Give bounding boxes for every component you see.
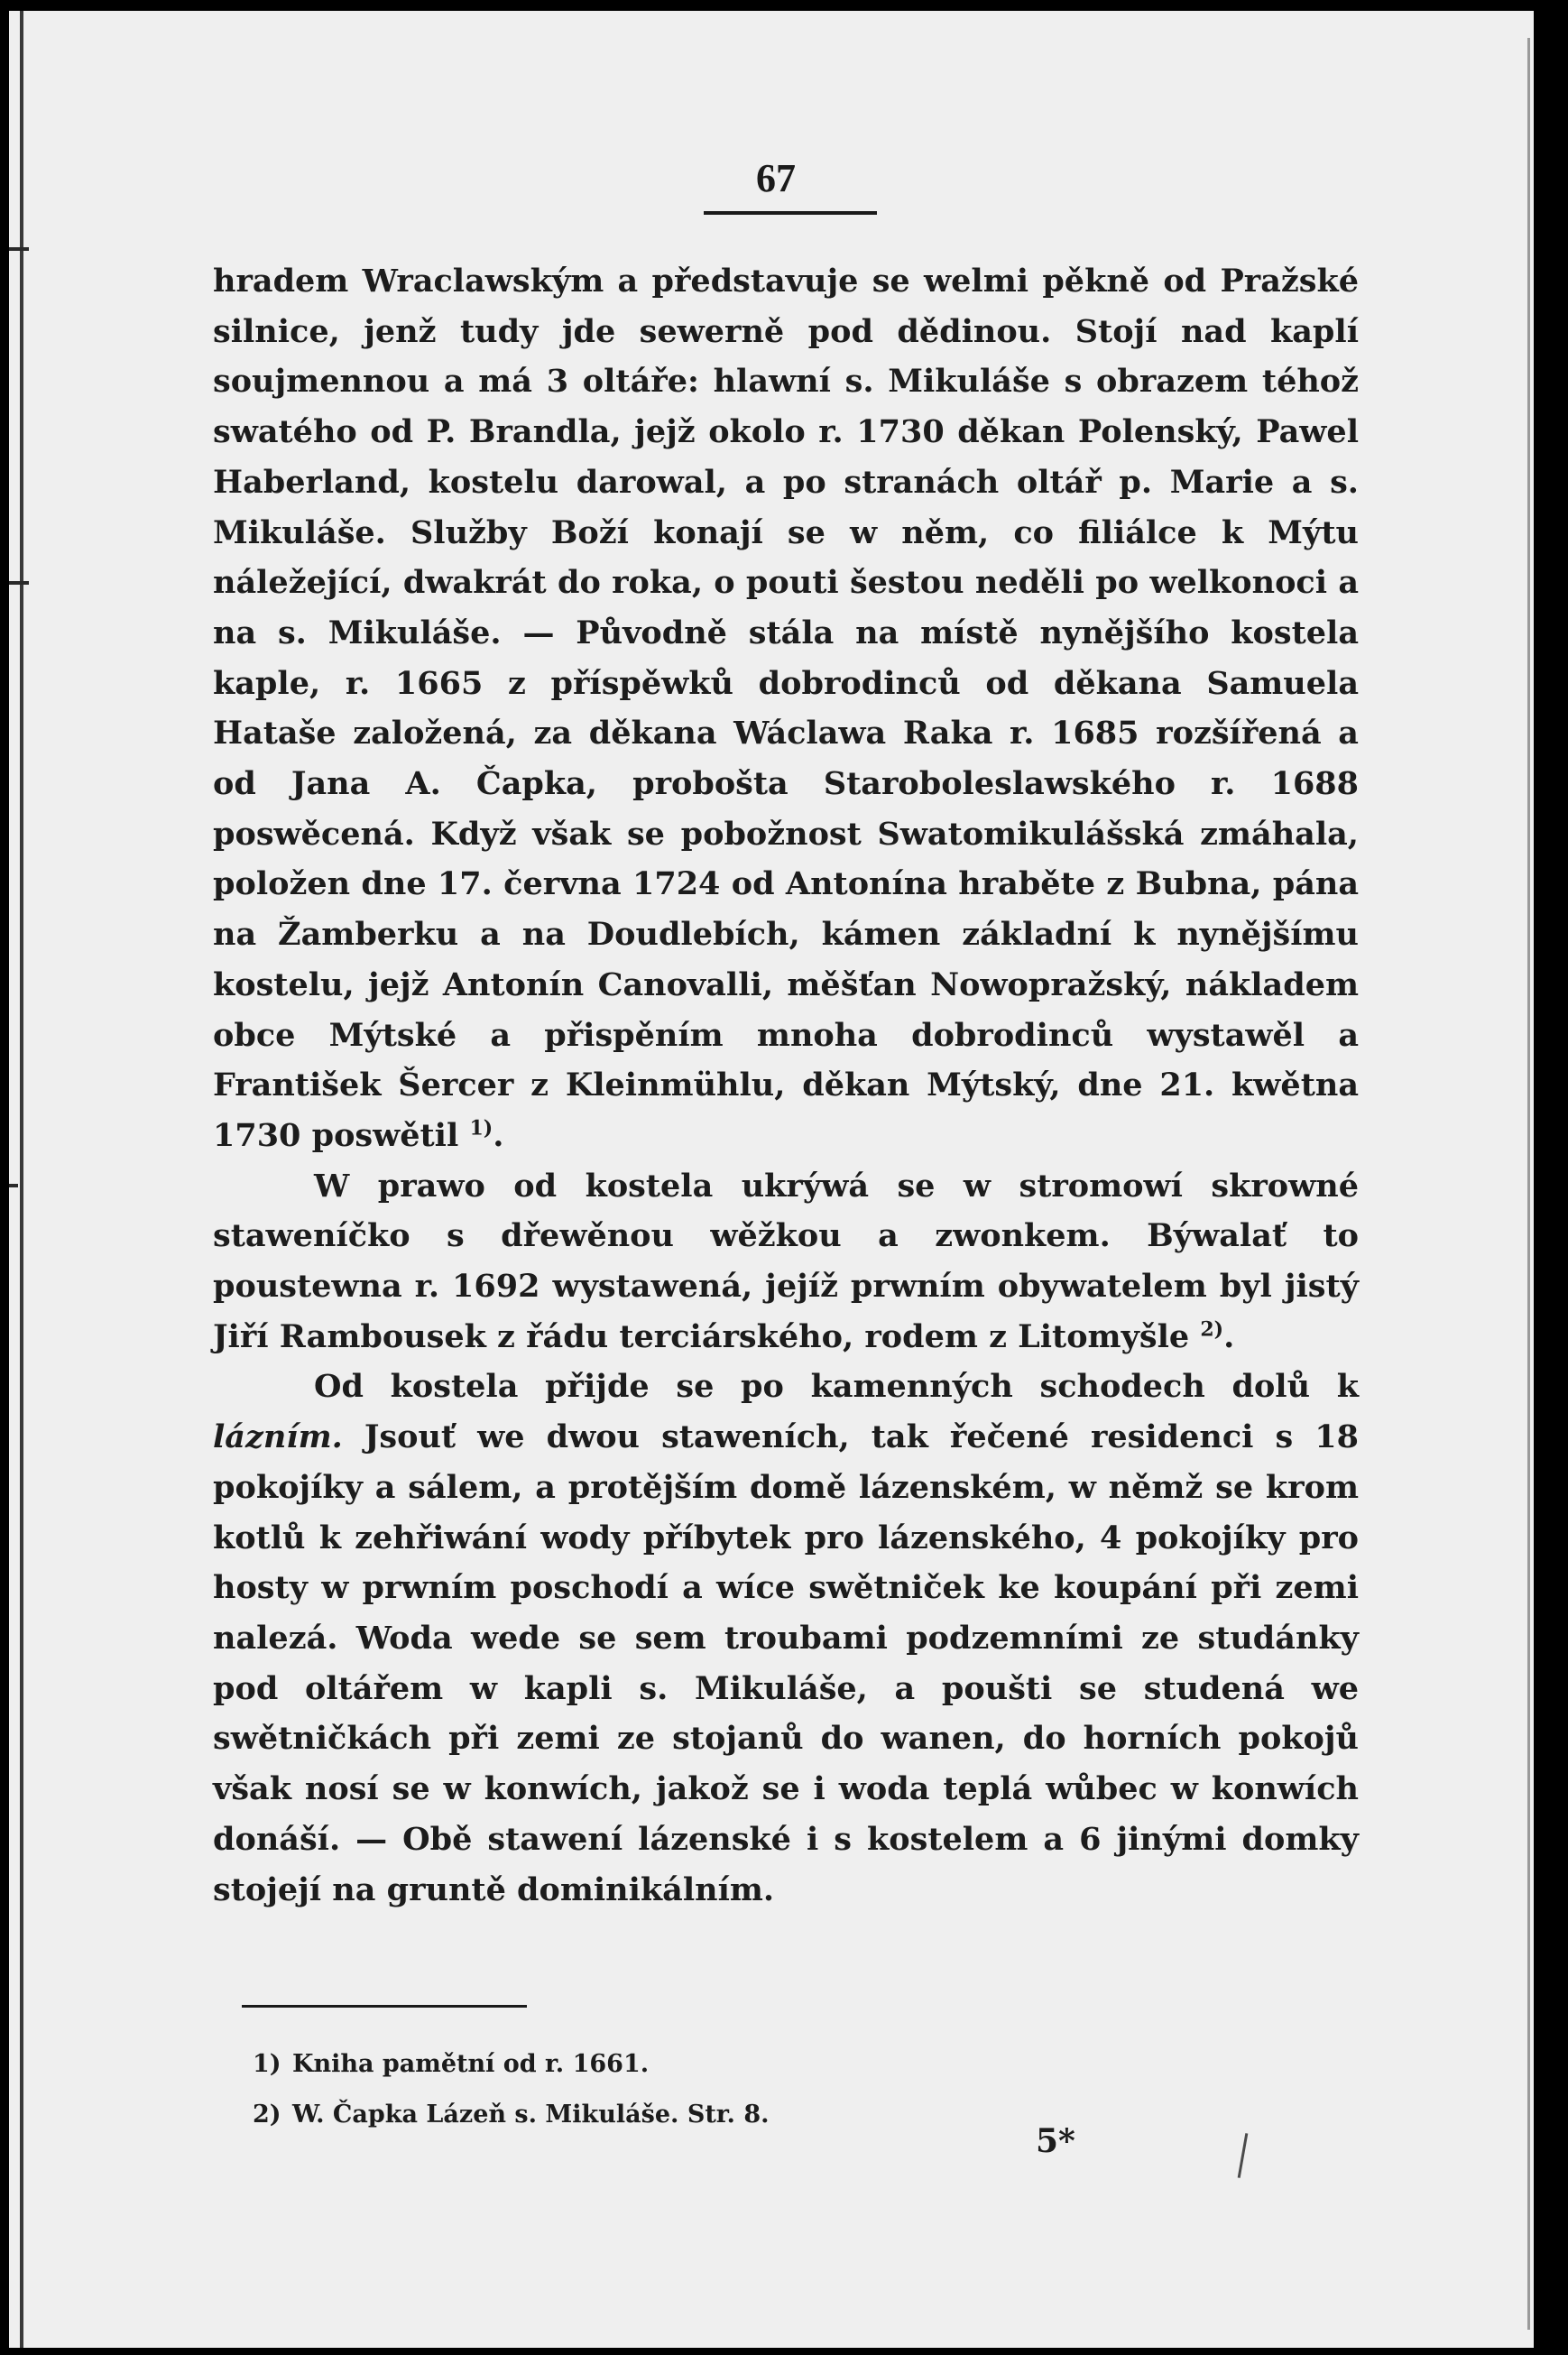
footnote-rule	[242, 2005, 527, 2008]
margin-tick	[9, 1184, 18, 1187]
page-edge-shadow	[1527, 38, 1530, 2330]
paragraph-text: Jsouť we dwou staweních, tak řečené residenci s 18 pokojíky a sálem, a protějším domě lázenském, w němž se krom kotlů k zehřiwání wody příbytek pro lázenského, 4 pokojíky pro hosty w prwním poschodí a wíce swětniček ke koupání při zemi nalezá. Woda wede se sem troubami podzemními ze studánky pod oltářem w kapli s. Mikuláše, a poušti se studená we swětničkách při zemi ze stojanů do wanen, do horních pokojů však nosí se w konwích, jakož se i woda teplá wůbec w konwích donáší. — Obě stawení lázenské i s kostelem a 6 jinými domky stojejí na gruntě dominikálním.	[213, 1418, 1359, 1908]
footnote	[253, 2090, 770, 2140]
footnote	[253, 2039, 770, 2090]
emphasis-text: lázním.	[213, 1418, 343, 1456]
footnote-text: Kniha pamětní od r. 1661.	[292, 2050, 650, 2078]
page-number: 67	[756, 156, 796, 200]
header-rule	[704, 211, 877, 215]
footnote-mark: 1)	[253, 2050, 281, 2078]
paragraph: hradem Wraclawským a představuje se welmi pěkně od Pražské silnice, jenž tudy jde sewerně pod dědinou. Stojí nad kaplí soujmennou a má 3 oltáře: hlawní s. Mikuláše s obrazem téhož swatého od P. Brandla, jejž okolo r. 1730 děkan Polenský, Pawel Haberland, kostelu darowal, a po stranách oltář p. Marie a s. Mikuláše. Služby Boží konají se w něm, co filiálce k Mýtu náležející, dwakrát do roka, o pouti šestou neděli po welkonoci a na s. Mikuláše. — Původně stála na místě nynějšího kostela kaple, r. 1665 z příspěwků dobrodinců od děkana Samuela Hataše založená, za děkana Wáclawa Raka r. 1685 rozšířená a od Jana A. Čapka, probošta Staroboleslawského r. 1688 poswěcená. Když však se pobožnost Swatomikulášská zmáhala, položen dne 17. června 1724 od Antonína hraběte z Bubna, pána na Žamberku a na Doudlebích, kámen základní k nynějšímu kostelu, jejž Antonín Canovalli, měšťan Nowopražský, nákladem obce Mýtské a přispěním mnoha dobrodinců wystawěl a František Šercer z Kleinmühlu, děkan Mýtský, dne 21. kwětna 1730 poswětil $^{1)}$.	[213, 263, 1359, 1154]
paragraph-text: kostela přijde se po kamenných schodech dolů k	[390, 1368, 1359, 1406]
stray-mark	[1238, 2133, 1249, 2178]
footnote-mark: 2)	[253, 2101, 281, 2129]
book-page	[9, 11, 1534, 2348]
margin-tick	[9, 247, 29, 251]
footnote-text: W. Čapka Lázeň s. Mikuláše. Str. 8.	[292, 2101, 770, 2129]
footnote-ref: 2)	[1200, 1317, 1224, 1342]
signature-mark: 5*	[1036, 2122, 1075, 2160]
margin-tick	[9, 581, 29, 585]
footnote-ref: 1)	[469, 1116, 493, 1141]
paragraph: W prawo od kostela ukrýwá se w stromowí skrowné staweníčko s dřewěnou wěžkou a zwonkem. Býwalať to poustewna r. 1692 wystawená, jejíž prwním obywatelem byl jistý Jiří Rambousek z řádu terciárského, rodem z Litomyšle $^{2)}$.	[213, 1167, 1359, 1355]
paragraph-text: hradem Wraclawským a představuje se welmi pěkně od Pražské silnice, jenž tudy jde sewerně pod dědinou. Stojí nad kaplí soujmennou a má 3 oltáře: hlawní s. Mikuláše s obrazem téhož swatého od P. Brandla, jejž okolo r. 1730 děkan Polenský, Pawel Haberland, kostelu darowal, a po stranách oltář p. Marie a s. Mikuláše. Služby Boží konají se w něm, co filiálce k Mýtu náležející, dwakrát do roka, o pouti šestou neděli po welkonoci a na s. Mikuláše. — Původně stála na místě nynějšího kostela kaple, r. 1665 z příspěwků dobrodinců od děkana Samuela Hataše založená, za děkana Wáclawa Raka r. 1685 rozšířená a od Jana A. Čapka, probošta Staroboleslawského r. 1688 poswěcená. Když však se pobožnost Swatomikulášská zmáhala, položen dne 17. června 1724 od Antonína hraběte z Bubna, pána na Žamberku a na Doudlebích, kámen základní k nynějšímu kostelu, jejž Antonín Canovalli, měšťan Nowopražský, nákladem obce Mýtské a přispěním mnoha dobrodinců wystawěl a František Šercer z Kleinmühlu, děkan Mýtský, dne 21. kwětna 1730 poswětil	[213, 263, 1359, 1154]
paragraph-text: W prawo od kostela ukrýwá se w stromowí skrowné staweníčko s dřewěnou wěžkou a zwonkem. Býwalať to poustewna r. 1692 wystawená, jejíž prwním obywatelem byl jistý Jiří Rambousek z řádu terciárského, rodem z Litomyšle	[213, 1167, 1359, 1355]
page-edge-shadow	[20, 11, 23, 2348]
paragraph-lead: Od	[314, 1368, 364, 1406]
body-text	[213, 256, 1359, 1915]
paragraph	[213, 1362, 1359, 1915]
footnotes	[253, 2039, 770, 2140]
